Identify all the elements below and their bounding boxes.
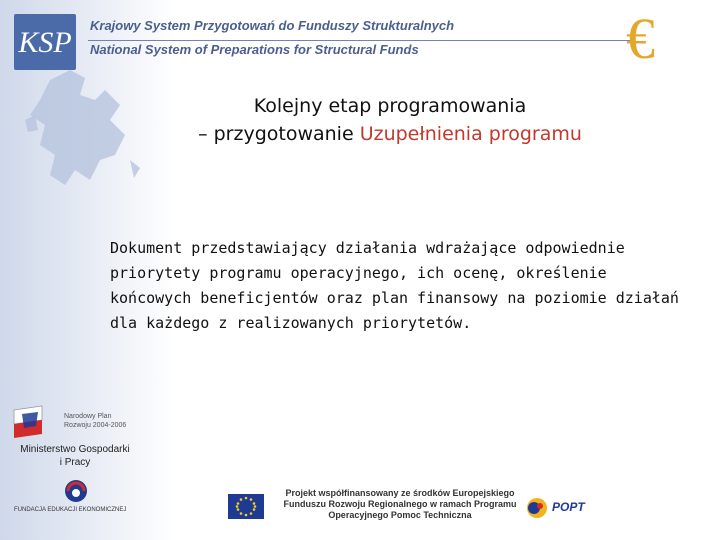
header-title-english: National System of Preparations for Structural Funds — [90, 42, 419, 57]
eu-flag-icon — [228, 494, 264, 519]
euro-icon: € — [626, 6, 655, 71]
popt-label: POPT — [552, 500, 585, 514]
popt-logo-icon — [524, 496, 550, 520]
header-title-polish: Krajowy System Przygotowań do Funduszy Strukturalnych — [90, 18, 455, 33]
slide-title-line2-prefix: – przygotowanie — [198, 123, 360, 145]
npr-flag-icon — [12, 404, 62, 438]
slide-title-line2 — [120, 120, 660, 148]
fundacja-logo-icon — [62, 478, 90, 504]
npr-label: Narodowy Plan Rozwoju 2004-2006 — [64, 413, 127, 429]
header-divider — [88, 40, 633, 41]
slide-title — [120, 92, 660, 148]
footer-funding-text: Projekt współfinansowany ze środków Europejskiego Funduszu Rozwoju Regionalnego w ramach Programu Operacyjnego Pomoc Techniczna — [283, 488, 517, 520]
slide-title-line1: Kolejny etap programowania — [253, 95, 527, 117]
slide-body-text: Dokument przedstawiający działania wdrażające odpowiednie priorytety programu operacyjnego, ich ocenę, określenie końcowych beneficjentów oraz plan finansowy na poziomie działań dla każdego z realizowanych priorytetów. — [110, 239, 679, 332]
fundacja-label: FUNDACJA EDUKACJI EKONOMICZNEJ — [14, 507, 127, 513]
ministry-label: Ministerstwo Gospodarki i Pracy — [20, 444, 130, 468]
ksp-logo-text: KSP — [18, 26, 72, 59]
slide-title-accent: Uzupełnienia programu — [359, 123, 582, 145]
